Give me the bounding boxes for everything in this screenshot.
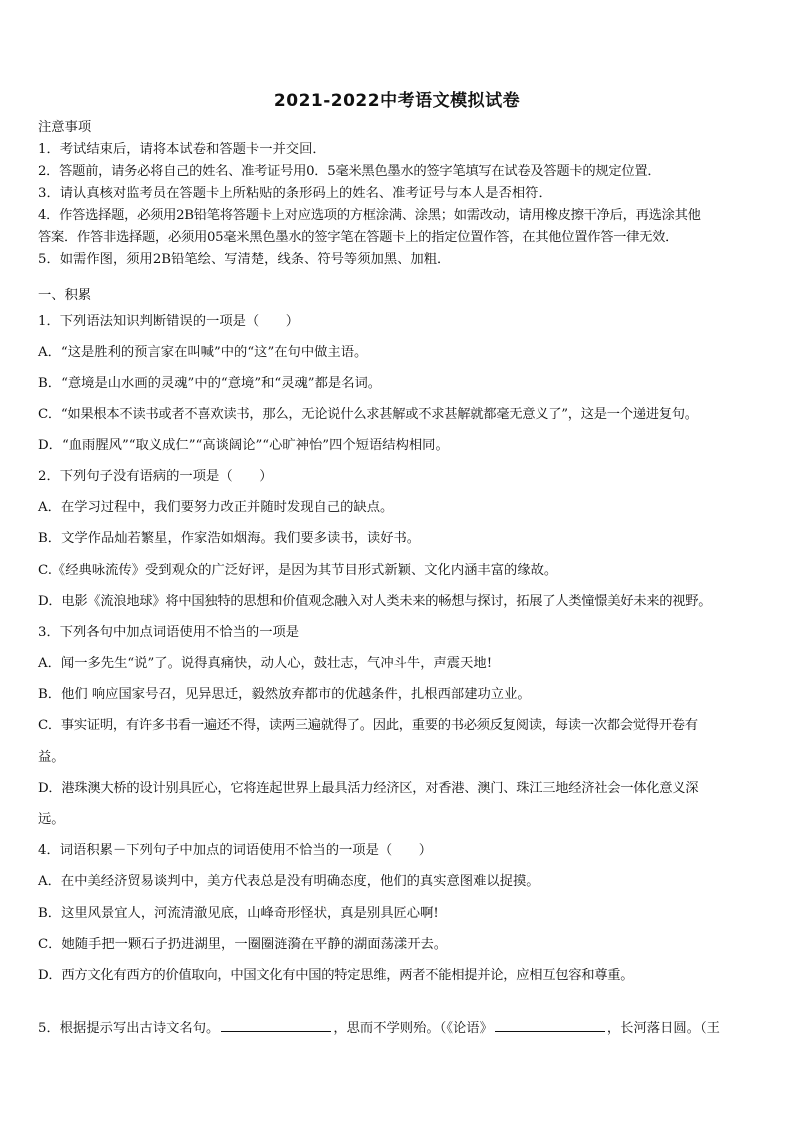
- question-option: A．在中美经济贸易谈判中，美方代表总是没有明确态度，他们的真实意图难以捉摸。: [38, 874, 540, 889]
- question-stem: 2．下列句子没有语病的一项是（ ）: [38, 469, 273, 484]
- question-option: B．这里风景宜人，河流清澈见底，山峰奇形怪状，真是别具匠心啊!: [38, 906, 439, 921]
- notice-item: 2．答题前，请务必将自己的姓名、准考证号用0．5毫米黑色墨水的签字笔填写在试卷及答题卡的规定位置．: [38, 164, 661, 179]
- question-option-continued: 益。: [38, 750, 65, 765]
- question-option: A．闻一多先生“说”了。说得真痛快，动人心，鼓壮志，气冲斗牛，声震天地!: [38, 656, 493, 671]
- notice-item: 3．请认真核对监考员在答题卡上所粘贴的条形码上的姓名、准考证号与本人是否相符．: [38, 186, 552, 201]
- question-option: B．他们 响应国家号召，见异思迁，毅然放弃都市的优越条件，扎根西部建功立业。: [38, 687, 531, 702]
- section-heading: 一、积累: [38, 288, 92, 303]
- page-title: 2021-2022中考语文模拟试卷: [273, 91, 521, 111]
- question-option: D．港珠澳大桥的设计别具匠心，它将连起世界上最具活力经济区，对香港、澳门、珠江三地经济社会一体化意义深: [38, 781, 699, 796]
- question-option: C．她随手把一颗石子扔进湖里，一圈圈涟漪在平静的湖面荡漾开去。: [38, 937, 448, 952]
- answer-blank[interactable]: [495, 1019, 605, 1032]
- question-option: D．“血雨腥风”“取义成仁”“高谈阔论”“心旷神怡”四个短语结构相同。: [38, 438, 449, 453]
- question-option: D．西方文化有西方的价值取向，中国文化有中国的特定思维，两者不能相提并论，应相互包容和尊重。: [38, 968, 634, 983]
- question-option: A．在学习过程中，我们要努力改正并随时发现自己的缺点。: [38, 500, 394, 515]
- question-stem: 3．下列各句中加点词语使用不恰当的一项是: [38, 625, 300, 640]
- question-option: B．文学作品灿若繁星，作家浩如烟海。我们要多读书，读好书。: [38, 531, 421, 546]
- question-option-continued: 远。: [38, 812, 65, 827]
- question-option: A．“这是胜利的预言家在叫喊”中的“这”在句中做主语。: [38, 345, 368, 360]
- notice-item: 答案．作答非选择题，必须用05毫米黑色墨水的签字笔在答题卡上的指定位置作答，在其他位置作答一律无效．: [38, 230, 679, 245]
- question-option: C．“如果根本不读书或者不喜欢读书，那么，无论说什么求甚解或不求甚解就都毫无意义了”，这是一个递进复句。: [38, 407, 698, 422]
- notice-item: 4．作答选择题，必须用2B铅笔将答题卡上对应选项的方框涂满、涂黑；如需改动，请用橡皮擦干净后，再选涂其他: [38, 208, 701, 223]
- question-option: C.《经典咏流传》受到观众的广泛好评，是因为其节目形式新颖、文化内涵丰富的缘故。: [38, 563, 558, 578]
- question-option: B．“意境是山水画的灵魂”中的“意境”和“灵魂”都是名词。: [38, 376, 382, 391]
- question-option: D．电影《流浪地球》将中国独特的思想和价值观念融入对人类未来的畅想与探讨，拓展了人类憧憬美好未来的视野。: [38, 594, 712, 609]
- question-stem: 5．根据提示写出古诗文名句。: [38, 1021, 220, 1036]
- question-text: ，思而不学则殆。（《论语》: [333, 1021, 493, 1036]
- answer-blank[interactable]: [221, 1019, 331, 1032]
- question-stem: 1．下列语法知识判断错误的一项是（ ）: [38, 314, 300, 329]
- notice-heading: 注意事项: [38, 120, 92, 135]
- question-text: ，长河落日圆。（王: [606, 1021, 720, 1036]
- notice-item: 1．考试结束后，请将本试卷和答题卡一并交回．: [38, 142, 326, 157]
- question-stem: 4．词语积累－下列句子中加点的词语使用不恰当的一项是（ ）: [38, 843, 433, 858]
- question-5-line: [38, 1019, 758, 1037]
- question-option: C．事实证明，有许多书看一遍还不得，读两三遍就得了。因此，重要的书必须反复阅读，每读一次都会觉得开卷有: [38, 718, 698, 733]
- notice-item: 5．如需作图，须用2B铅笔绘、写清楚，线条、符号等须加黑、加粗．: [38, 252, 451, 267]
